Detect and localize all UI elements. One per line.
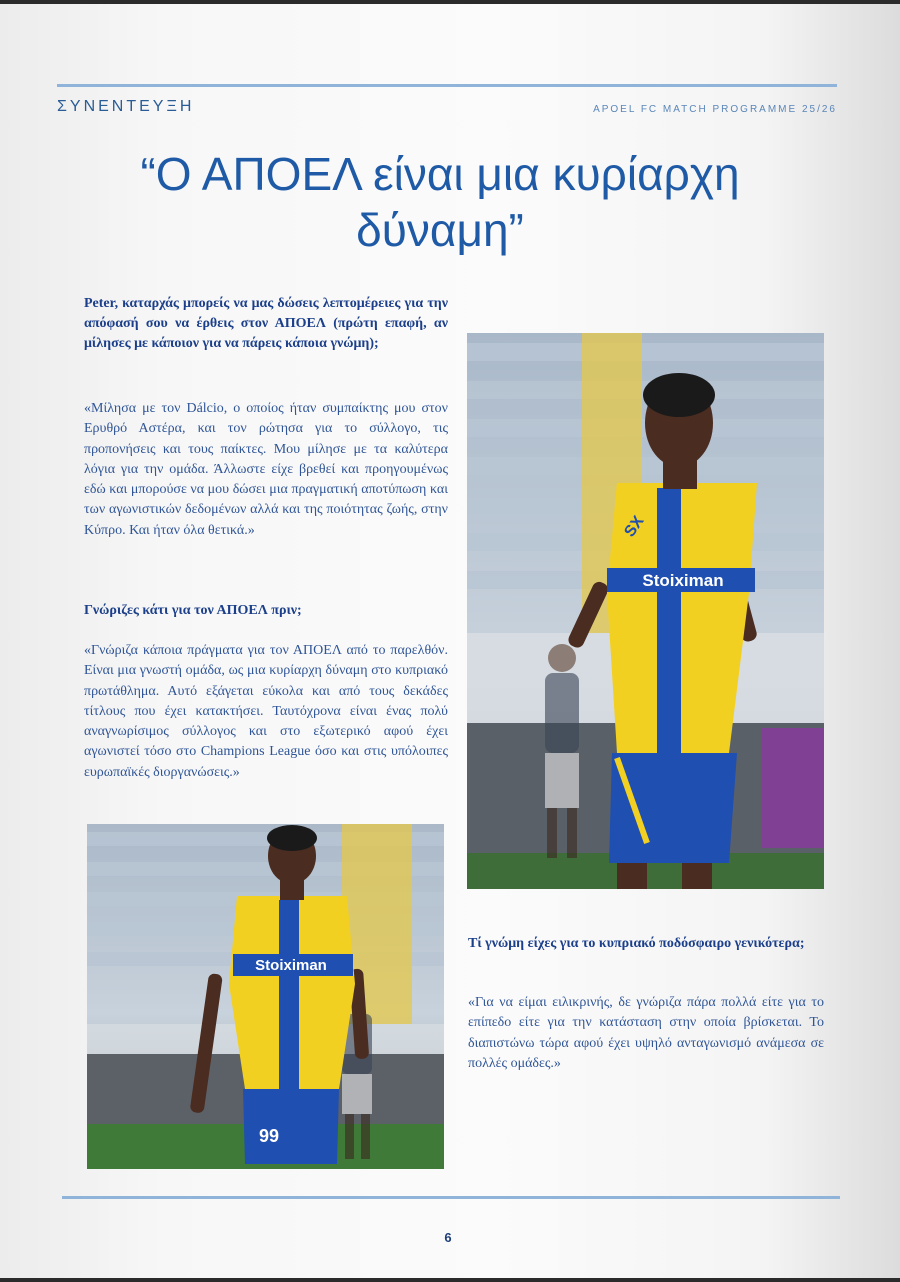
question-1: Peter, καταρχάς μπορείς να μας δώσεις λεπτομέρειες για την απόφασή σου να έρθεις στον ΑΠΟΕΛ (πρώτη επαφή, αν μίλησες με κάποιον για να πάρεις κάποια γνώμη);	[84, 296, 448, 351]
magazine-page	[0, 4, 900, 1278]
small-sponsor-text: Stoiximan	[255, 957, 327, 974]
section-label: ΣΥΝΕΝΤΕΥΞΗ	[57, 98, 195, 115]
bottom-rule	[62, 1196, 840, 1199]
page-number: 6	[444, 1230, 452, 1245]
question-3: Τί γνώμη είχες για το κυπριακό ποδόσφαιρο γενικότερα;	[468, 936, 805, 951]
question-2: Γνώριζες κάτι για τον ΑΠΟΕΛ πριν;	[84, 603, 302, 618]
programme-label: APOEL FC MATCH PROGRAMME 25/26	[593, 104, 837, 115]
answer-1: «Μίλησα με τον Dálcio, ο οποίος ήταν συμπαίκτης μου στον Ερυθρό Αστέρα, και τον ρώτησα για το σύλλογο, τις προπονήσεις και τους παίκτες. Μου μίλησε με τα καλύτερα λόγια για την ομάδα. Άλλωστε είχε βρεθεί και προηγουμένως εδώ και μπορούσε να μου δώσει μια πραγματική αποτύπωση και των αγωνιστικών δεδομένων αλλά και της ποιότητας ζωής, στην Κύπρο. Και ήταν όλα θετικά.»	[84, 401, 448, 538]
headline: “Ο ΑΠΟΕΛ είναι μια κυρίαρχη δύναμη”	[140, 148, 740, 256]
kit-sponsor-text: SX	[621, 513, 648, 541]
top-rule	[57, 84, 837, 87]
shirt-number: 99	[259, 1126, 280, 1146]
player-photo-large	[467, 333, 824, 889]
large-sponsor-text: Stoiximan	[642, 571, 724, 590]
player-photo-small	[87, 824, 444, 1169]
answer-3: «Για να είμαι ειλικρινής, δε γνώριζα πάρα πολλά είτε για το επίπεδο είτε για την κατάσταση στην οποία βρίσκεται. Το διαπιστώνω τώρα αφού έχει υψηλό ανταγωνισμό ανάμεσα σε πολλές ομάδες.»	[468, 995, 824, 1071]
answer-2: «Γνώριζα κάποια πράγματα για τον ΑΠΟΕΛ από το παρελθόν. Είναι μια γνωστή ομάδα, ως μια κυρίαρχη δύναμη στο κυπριακό πρωτάθλημα. Αυτό εξάγεται εύκολα και από τους δεκάδες τίτλους που έχει κατακτήσει. Ταυτόχρονα είναι ένας πολύ αναγνωρίσιμος σύλλογος και στο εξωτερικό αφού έχει αγωνιστεί τόσο στο Champions League όσο και στις υπόλοιπες ευρωπαϊκές διοργανώσεις.»	[84, 643, 448, 780]
